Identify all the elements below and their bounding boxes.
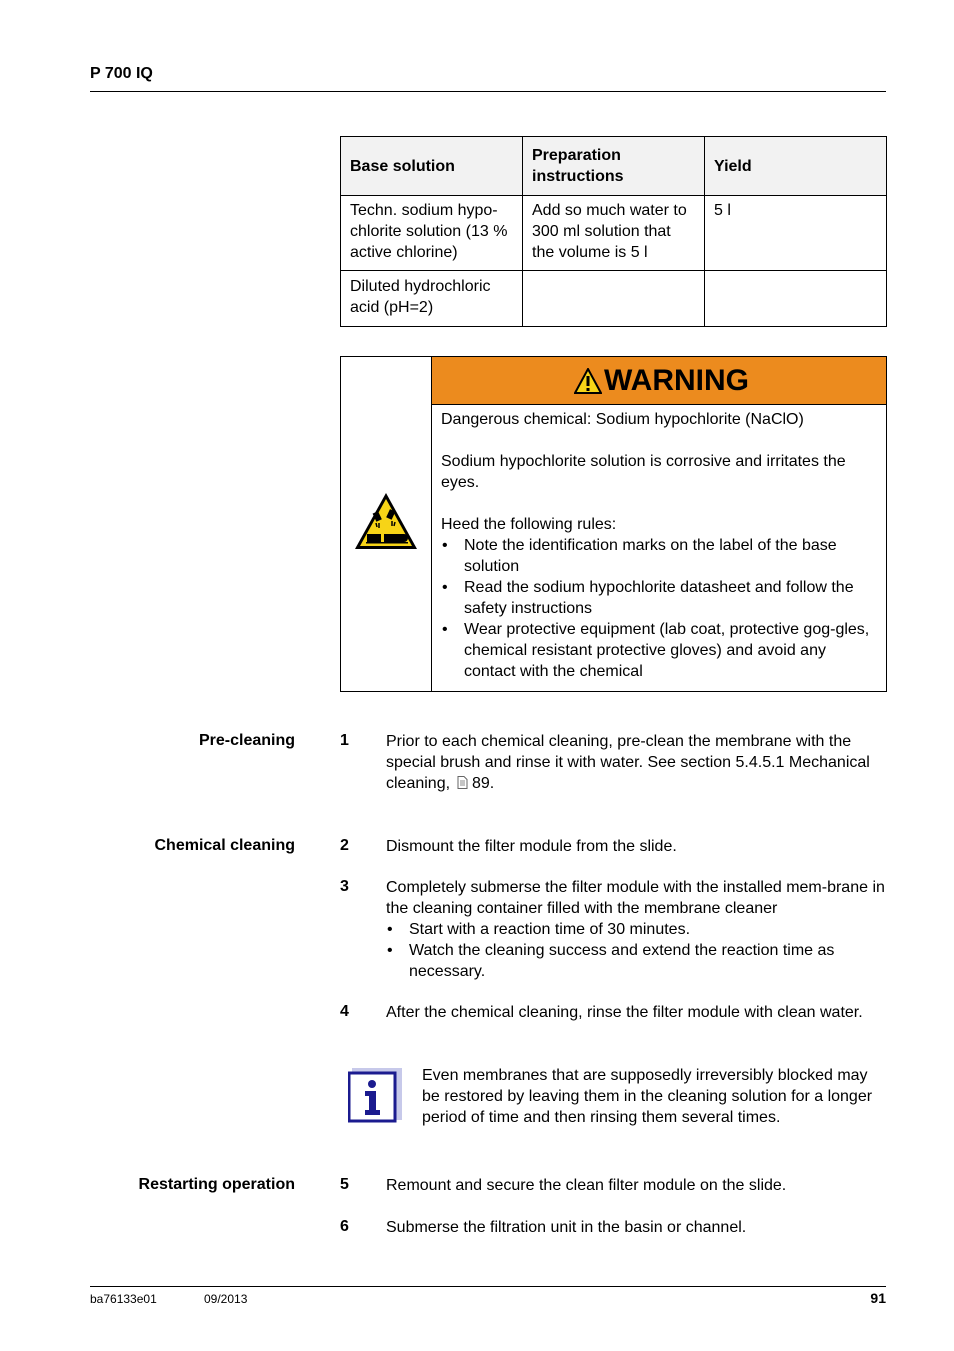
column-header: Base solution bbox=[341, 137, 523, 196]
section-label-precleaning: Pre-cleaning bbox=[198, 732, 295, 749]
step-number: 1 bbox=[340, 732, 349, 749]
footer-divider bbox=[90, 1286, 886, 1287]
list-item: • Note the identification marks on the label of the base solution bbox=[442, 537, 837, 575]
step-text: After the chemical cleaning, rinse the filter module with clean water. bbox=[386, 1004, 863, 1021]
warning-line: Heed the following rules: bbox=[441, 516, 617, 533]
warning-title: WARNING bbox=[604, 364, 749, 397]
table-row bbox=[341, 271, 887, 327]
warning-text bbox=[441, 409, 877, 682]
step-number: 2 bbox=[340, 837, 349, 854]
info-note-text: Even membranes that are supposedly irreversibly blocked may be restored by leaving them in the cleaning solution for a longer period of time and then rinsing them several times. bbox=[422, 1067, 873, 1126]
step-text: Completely submerse the filter module with the installed mem-brane in the cleaning container filled with the membrane cleaner • Start with a reaction time of 30 minutes. • Watch the cleaning success and extend the reaction time as necessary. bbox=[386, 879, 885, 980]
column-header: Yield bbox=[705, 137, 887, 196]
warning-symbol-cell bbox=[341, 357, 432, 691]
table-cell: Add so much water to 300 ml solution that the volume is 5 l bbox=[523, 196, 705, 271]
section-label-restarting: Restarting operation bbox=[138, 1176, 295, 1193]
step-number: 5 bbox=[340, 1176, 349, 1193]
step-text: Submerse the filtration unit in the basin or channel. bbox=[386, 1219, 747, 1236]
info-icon bbox=[348, 1068, 402, 1124]
footer-date: 09/2013 bbox=[204, 1292, 248, 1306]
list-item: • Wear protective equipment (lab coat, protective gog-gles, chemical resistant protective gloves) and avoid any contact with the chemical bbox=[442, 621, 870, 680]
step-number: 3 bbox=[340, 878, 349, 895]
table-cell: 5 l bbox=[705, 196, 887, 271]
step-text: Remount and secure the clean filter module on the slide. bbox=[386, 1177, 787, 1194]
step-text: Dismount the filter module from the slide. bbox=[386, 838, 677, 855]
header-divider bbox=[90, 91, 886, 92]
page-header-title: P 700 IQ bbox=[90, 65, 153, 82]
warning-box bbox=[340, 356, 887, 692]
column-header: Preparation instructions bbox=[523, 137, 705, 196]
warning-triangle-icon bbox=[574, 368, 602, 394]
list-item: • Read the sodium hypochlorite datasheet and follow the safety instructions bbox=[442, 579, 854, 617]
warning-header bbox=[432, 357, 886, 405]
list-item: • Start with a reaction time of 30 minutes. bbox=[387, 921, 691, 938]
base-solution-table bbox=[340, 136, 887, 327]
footer-doc-id: ba76133e01 bbox=[90, 1292, 157, 1306]
corrosive-hazard-icon bbox=[352, 490, 420, 552]
warning-line: Dangerous chemical: Sodium hypochlorite (NaClO) bbox=[441, 411, 804, 428]
table-header-row bbox=[341, 137, 887, 196]
table-cell bbox=[705, 271, 887, 327]
step-text: Prior to each chemical cleaning, pre-clean the membrane with the special brush and rinse it with water. See section 5.4.5.1 Mechanical cleaning, 89. bbox=[386, 733, 870, 792]
warning-line: Sodium hypochlorite solution is corrosive and irritates the eyes. bbox=[441, 453, 846, 491]
step-number: 4 bbox=[340, 1003, 349, 1020]
page-reference-icon bbox=[457, 776, 468, 789]
step-number: 6 bbox=[340, 1218, 349, 1235]
page-number: 91 bbox=[870, 1290, 886, 1306]
table-cell bbox=[523, 271, 705, 327]
step-bullets bbox=[386, 919, 886, 982]
table-cell: Techn. sodium hypo-chlorite solution (13 % active chlorine) bbox=[341, 196, 523, 271]
section-label-chemical: Chemical cleaning bbox=[154, 837, 295, 854]
table-row bbox=[341, 196, 887, 271]
warning-rules-list bbox=[441, 535, 877, 682]
table-cell: Diluted hydrochloric acid (pH=2) bbox=[341, 271, 523, 327]
list-item: • Watch the cleaning success and extend the reaction time as necessary. bbox=[387, 942, 835, 980]
